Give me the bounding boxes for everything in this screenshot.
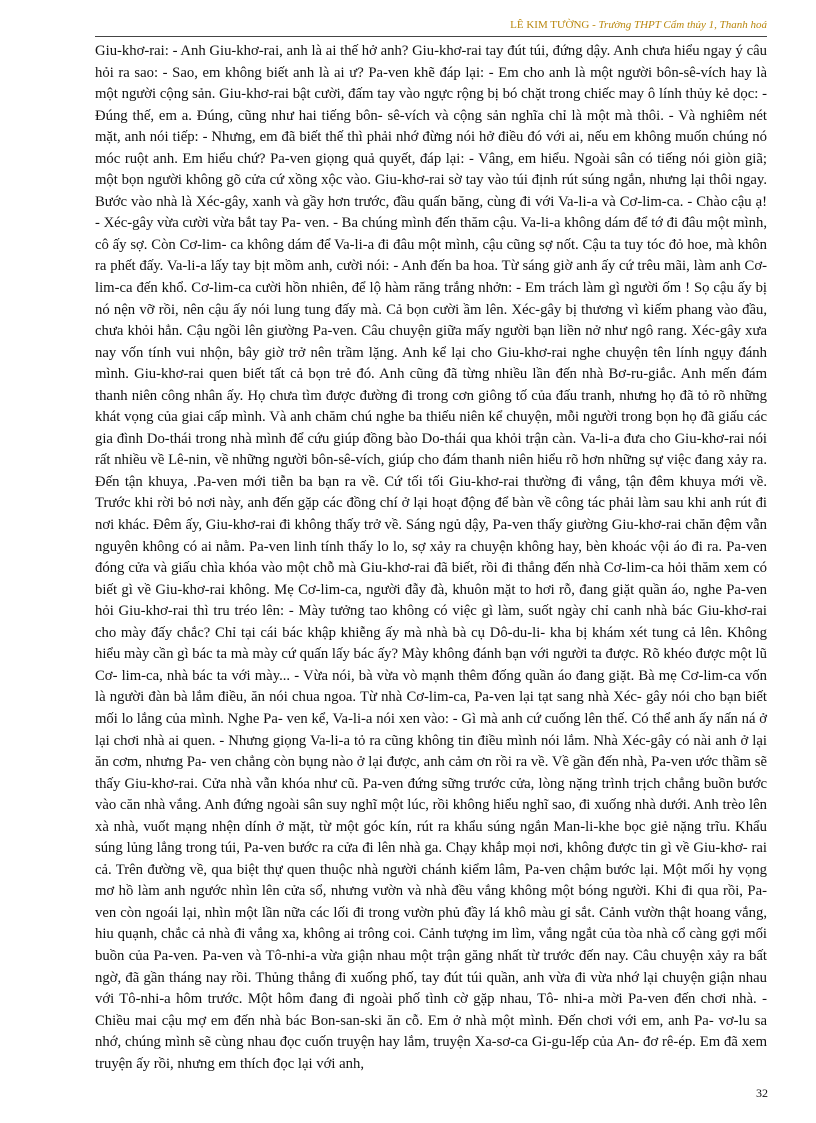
header-separator: - (589, 19, 599, 31)
header-school: Trường THPT Cẩm thủy 1, Thanh hoá (598, 19, 767, 31)
header-author: LÊ KIM TƯỜNG (510, 19, 590, 31)
header-text (510, 19, 767, 31)
page-number: 32 (756, 1086, 768, 1100)
body-paragraph: Giu-khơ-rai: - Anh Giu-khơ-rai, anh là ai thế hở anh? Giu-khơ-rai tay đút túi, đứng dậy. Anh chưa hiểu ngay ý câu hỏi ra sao: - Sao, em không biết anh là ai ư? Pa-ven khẽ đáp lại: - Em cho anh là một người bôn-sê-vích hay là một người cộng sản. Giu-khơ-rai bật cười, đấm tay vào ngực rộng bị bó chặt trong chiếc may ô lính thủy kẻ dọc: - Đúng thế, em a. Đúng, cũng như hai tiếng bôn- sê-vích và cộng sản nghĩa chỉ là một mà thôi. - Và nghiêm nét mặt, anh nói tiếp: - Nhưng, em đã biết thế thì phải nhớ đừng nói hở điều đó với ai, nếu em không muốn chúng nó móc ruột anh. Em hiểu chứ? Pa-ven giọng quả quyết, đáp lại: - Vâng, em hiểu. Ngoài sân có tiếng nói giòn giã; một bọn người không gõ cửa cứ xồng xộc vào. Giu-khơ-rai sờ tay vào túi định rút súng ngắn, nhưng lại thôi ngay. Bước vào nhà là Xéc-gây, xanh và gầy hơn trước, đầu quấn băng, cùng đi với Va-li-a và Cơ-lim-ca. - Chào cậu ạ! - Xéc-gây vừa cười vừa bắt tay Pa- ven. - Ba chúng mình đến thăm cậu. Va-li-a không dám để tớ đi đâu một mình, cô ấy sợ. Còn Cơ-lim- ca không dám để Va-li-a đi đâu một mình, cậu cũng sợ nốt. Cậu ta tuy tóc đỏ hoe, mà khôn ra phết đấy. Va-li-a lấy tay bịt mồm anh, cười nói: - Anh đến ba hoa. Từ sáng giờ anh ấy cứ trêu mãi, làm anh Cơ-lim-ca đến khổ. Cơ-lim-ca cười hồn nhiên, để lộ hàm răng trắng nhởn: - Em trách làm gì người ốm ! Sọ cậu ấy bị nó nện vỡ rồi, nên cậu ấy nói lung tung đấy mà. Cả bọn cười ầm lên. Xéc-gây bị thương vì kiếm phang vào đầu, chưa khỏi hẳn. Cậu ngồi lên giường Pa-ven. Câu chuyện giữa mấy người bạn liền nở như ngô rang. Xéc-gây xưa nay vốn tính vui nhộn, bây giờ trở nên trầm lặng. Anh kể lại cho Giu-khơ-rai nghe chuyện tên lính ngụy đánh mình. Giu-khơ-rai quen biết tất cả bọn trẻ đó. Anh cũng đã từng nhiều lần đến nhà Bơ-ru-giắc. Anh mến đám thanh niên công nhân ấy. Họ chưa tìm được đường đi trong cơn giông tố của đấu tranh, nhưng họ đã tỏ rõ những khát vọng của giai cấp mình. Và anh chăm chú nghe ba thiếu niên kể chuyện, mỗi người trong bọn họ đã giấu các gia đình Do-thái trong nhà mình để cứu giúp đồng bào Do-thái qua khỏi trận càn. Va-li-a đưa cho Giu-khơ-rai nói rất nhiều về Lê-nin, về những người bôn-sê-vích, giúp cho đám thanh niên hiểu rõ hơn những sự việc đang xảy ra. Đến tận khuya, .Pa-ven mới tiễn ba bạn ra về. Cứ tối tối Giu-khơ-rai thường đi vắng, tận đêm khuya mới về. Trước khi rời bỏ nơi này, anh đến gặp các đồng chí ở lại hoạt động để bàn về công tác phải làm sau khi anh rút đi nơi khác. Đêm ấy, Giu-khơ-rai đi không thấy trở về. Sáng ngủ dậy, Pa-ven thấy giường Giu-khơ-rai chăn đệm vẫn nguyên không có ai nằm. Pa-ven linh tính thấy lo lo, sợ xảy ra chuyện không hay, bèn khoác vội áo đi ra. Pa-ven đóng cửa và giấu chìa khóa vào một chỗ mà Giu-khơ-rai đã biết, rồi đi thẳng đến nhà Cơ-lim-ca hỏi thăm xem có biết gì về Giu-khơ-rai không. Mẹ Cơ-lim-ca, người đẫy đà, khuôn mặt to hơi rỗ, đang giặt quần áo, nghe Pa-ven hỏi Giu-khơ-rai thì tru tréo lên: - Mày tưởng tao không có việc gì làm, suốt ngày chỉ canh nhà bác Giu-khơ-rai cho mày đấy chắc? Chỉ tại cái bác khập khiễng ấy mà nhà bà cụ Dô-du-li- kha bị khám xét tung cả lên. Không hiểu mày cần gì bác ta mà mày cứ quấn lấy bác ấy? Mày không đánh bạn với người ta được. Rõ khéo được một lũ Cơ- lim-ca, nhà bác ta với mày... - Vừa nói, bà vừa vò mạnh thêm đống quần áo đang giặt. Bà mẹ Cơ-lim-ca vốn là người đàn bà lắm điều, ăn nói chua ngoa. Từ nhà Cơ-lim-ca, Pa-ven lại tạt sang nhà Xéc- gây nói cho bạn biết mối lo lắng của mình. Nghe Pa- ven kể, Va-li-a nói xen vào: - Gì mà anh cứ cuống lên thế. Có thể anh ấy nấn ná ở lại chơi nhà ai quen. - Nhưng giọng Va-li-a tỏ ra cũng không tin điều mình nói lắm. Nhà Xéc-gây có nài anh ở lại ăn cơm, nhưng Pa- ven chẳng còn bụng nào ở lại được, anh cảm ơn rồi ra về. Về gần đến nhà, Pa-ven ước thầm sẽ thấy Giu-khơ-rai. Cửa nhà vẫn khóa như cũ. Pa-ven đứng sững trước cửa, lòng nặng trình trịch chẳng buồn bước vào căn nhà vắng. Anh đứng ngoài sân suy nghĩ một lúc, rồi không hiểu nghĩ sao, đi xuống nhà dưới. Anh trèo lên xà nhà, vuốt mạng nhện dính ở mặt, từ một góc kín, rút ra khẩu súng ngắn Man-li-khe bọc giẻ nặng trĩu. Khẩu súng lủng lẳng trong túi, Pa-ven bước ra cửa đi lên nhà ga. Chạy khắp mọi nơi, không được tin gì về Giu-khơ- rai cả. Trên đường về, qua biệt thự quen thuộc nhà người chánh kiểm lâm, Pa-ven chậm bước lại. Một mối hy vọng mơ hồ làm anh ngước nhìn lên cửa sổ, nhưng vườn và nhà đều vắng không một bóng người. Khi đi qua rồi, Pa-ven còn ngoái lại, nhìn một lần nữa các lối đi trong vườn phủ đầy lá khô màu gỉ sắt. Cảnh vườn thật hoang vắng, hiu quạnh, chắc cả nhà đi vắng xa, không ai trông coi. Cảnh tượng im lìm, vắng ngắt của tòa nhà cổ càng gợi mối buồn của Pa-ven. Pa-ven và Tô-nhi-a vừa giận nhau một trận găng nhất từ trước đến nay. Câu chuyện xảy ra bất ngờ, đã gần tháng nay rồi. Thủng thẳng đi xuống phố, tay đút túi quần, anh vừa đi vừa nhớ lại chuyện giận nhau với Tô-nhi-a hôm trước. Một hôm đang đi ngoài phố tình cờ gặp nhau, Tô- nhi-a mời Pa-ven đến chơi nhà. - Chiều mai cậu mợ em đến nhà bác Bon-san-ski ăn cỗ. Em ở nhà một mình. Đến chơi với em, anh Pa- vơ-lu sa nhớ, chúng mình sẽ cùng nhau đọc cuốn truyện hay lắm, truyện Xa-sơ-ca Gi-gu-lếp của An- đơ rê-ép. Em đã xem truyện ấy rồi, nhưng em thích đọc lại với anh, (95, 43, 767, 1072)
page-header (95, 0, 767, 37)
